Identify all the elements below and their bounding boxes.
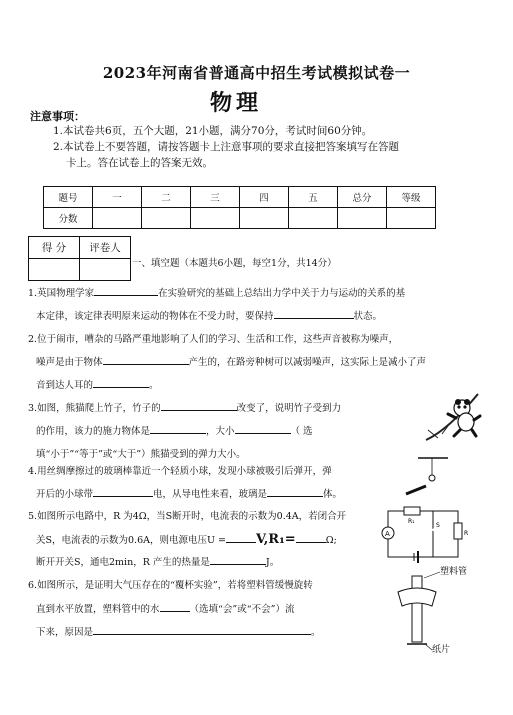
q3-text: 填“小于”“等于”或“大于”）熊猫受到的弹力大小。 xyxy=(36,449,246,460)
score-header-cell: 总分 xyxy=(338,187,387,208)
q5-text: 关S，电流表的示数为0.6A，则电源电压U = xyxy=(36,535,226,546)
score-header-cell: 四 xyxy=(240,187,289,208)
q4-text: 电，从导电性来看，玻璃是 xyxy=(153,489,268,500)
score-cell[interactable] xyxy=(289,208,338,229)
q2-text: 噪声是由于物体 xyxy=(36,357,103,368)
grader-reviewer-cell[interactable] xyxy=(80,259,131,281)
score-cell[interactable] xyxy=(142,208,191,229)
q1-text: 本定律，该定律表明原来运动的物体在不受力时，要保持 xyxy=(36,311,274,322)
section-heading: 一、填空题（本题共6小题，每空1分，共14分） xyxy=(132,258,337,269)
exam-title: 2023年河南省普通高中招生考试模拟试卷一 xyxy=(102,64,411,82)
q2-text: 音到达人耳的 xyxy=(36,380,94,391)
q3-text: 改变了，说明竹子受到力 xyxy=(236,403,342,414)
q5-blank-2[interactable] xyxy=(296,531,326,543)
score-header-cell: 二 xyxy=(142,187,191,208)
q5-blank-3[interactable] xyxy=(210,553,266,565)
q6-text: （选填“会”或“不会”）流 xyxy=(189,604,295,615)
q6-text: 6.如图所示，是证明大气压存在的“覆杯实验”，若将塑料管缓慢旋转 xyxy=(28,580,313,591)
circuit-s-label: S xyxy=(436,522,440,529)
q2-text: 产生的，在路旁种树可以减弱噪声，这实际上是减小了声 xyxy=(188,357,427,368)
score-cell[interactable] xyxy=(240,208,289,229)
circuit-diagram xyxy=(378,505,468,565)
q4-text: 开后的小球带 xyxy=(36,489,94,500)
score-table xyxy=(43,186,436,229)
q3-blank-1[interactable] xyxy=(161,399,237,411)
score-cell[interactable] xyxy=(93,208,142,229)
q4-blank-1[interactable] xyxy=(93,485,153,497)
q6-blank-1[interactable] xyxy=(160,600,190,612)
q5-text: Ω; xyxy=(325,535,337,546)
score-cell[interactable] xyxy=(191,208,240,229)
q1-text: 在实验研究的基础上总结出力学中关于力与运动的关系的基 xyxy=(158,288,406,299)
grader-table xyxy=(28,236,131,281)
score-header-cell: 等级 xyxy=(387,187,436,208)
q3-blank-3[interactable] xyxy=(235,422,291,434)
q4-text: 体。 xyxy=(323,489,343,500)
q5-text: 5.如图所示电路中，R 为4Ω，当S断开时，电流表的示数为0.4A，若闭合开 xyxy=(28,511,347,522)
pith-ball-figure xyxy=(398,452,488,504)
q2-blank-1[interactable] xyxy=(103,353,189,365)
q5-text: 断开开关S，通电2min，R 产生的热量是 xyxy=(36,557,210,568)
q3-text: （ 选 xyxy=(290,426,313,437)
subject-title: 物理 xyxy=(210,90,263,116)
card-label: 纸片 xyxy=(432,645,451,655)
notice-item-2: 2.本试卷上不要答题，请按答题卡上注意事项的要求直接把答案填写在答题 xyxy=(53,141,400,153)
circuit-r1-label: R₁ xyxy=(408,518,415,525)
q1-blank-1[interactable] xyxy=(94,284,158,296)
q3-blank-2[interactable] xyxy=(150,422,206,434)
q1-blank-2[interactable] xyxy=(274,307,354,319)
circuit-ammeter-label: A xyxy=(385,530,390,538)
q4-blank-2[interactable] xyxy=(267,485,323,497)
q5-blank-1[interactable] xyxy=(226,531,256,543)
q2-text: 2.位于闹市，嘈杂的马路严重地影响了人们的学习、生活和工作，这些声音被称为噪声， xyxy=(28,334,399,345)
score-table-value-row xyxy=(44,208,436,229)
q1-text: 1.英国物理学家 xyxy=(28,288,95,299)
q6-text: 下来，原因是 xyxy=(36,627,94,638)
q2-blank-2[interactable] xyxy=(93,376,149,388)
q5-text: J。 xyxy=(265,557,280,568)
q6-text: 直到水平放置，塑料管中的水 xyxy=(36,604,160,615)
notice-item-2-cont: 卡上。答在试卷上的答案无效。 xyxy=(66,157,213,169)
score-header-cell: 题号 xyxy=(44,187,93,208)
notice-item-1: 1.本试卷共6页，五个大题，21小题，满分70分，考试时间60分钟。 xyxy=(53,125,373,137)
notice-heading: 注意事项： xyxy=(30,110,85,123)
q5-text: V,R₁= xyxy=(255,532,296,547)
score-cell[interactable] xyxy=(338,208,387,229)
score-header-cell: 三 xyxy=(191,187,240,208)
q6-text: 。 xyxy=(311,627,321,638)
panda-bamboo-figure xyxy=(418,390,488,446)
q1-text: 状态。 xyxy=(353,311,383,322)
grader-score-cell[interactable] xyxy=(29,259,80,281)
score-header-cell: 一 xyxy=(93,187,142,208)
score-row-label: 分数 xyxy=(44,208,93,229)
q2-text: 。 xyxy=(149,380,159,391)
score-table-header-row xyxy=(44,187,436,208)
q6-blank-2[interactable] xyxy=(93,623,311,635)
score-header-cell: 五 xyxy=(289,187,338,208)
grader-reviewer-label: 评卷人 xyxy=(80,237,131,259)
straw-experiment-figure xyxy=(392,562,492,652)
q4-text: 4.用丝绸摩擦过的玻璃棒靠近一个轻质小球，发现小球被吸引后弹开，弹 xyxy=(28,466,332,477)
score-cell[interactable] xyxy=(387,208,436,229)
q3-text: ，大小 xyxy=(206,426,235,437)
straw-label: 塑料管 xyxy=(440,567,468,577)
q3-text: 3.如图，熊猫爬上竹子，竹子的 xyxy=(28,403,161,414)
q3-text: 的作用，该力的施力物体是 xyxy=(36,426,151,437)
circuit-r-label: R xyxy=(464,530,468,537)
grader-score-label: 得 分 xyxy=(29,237,80,259)
